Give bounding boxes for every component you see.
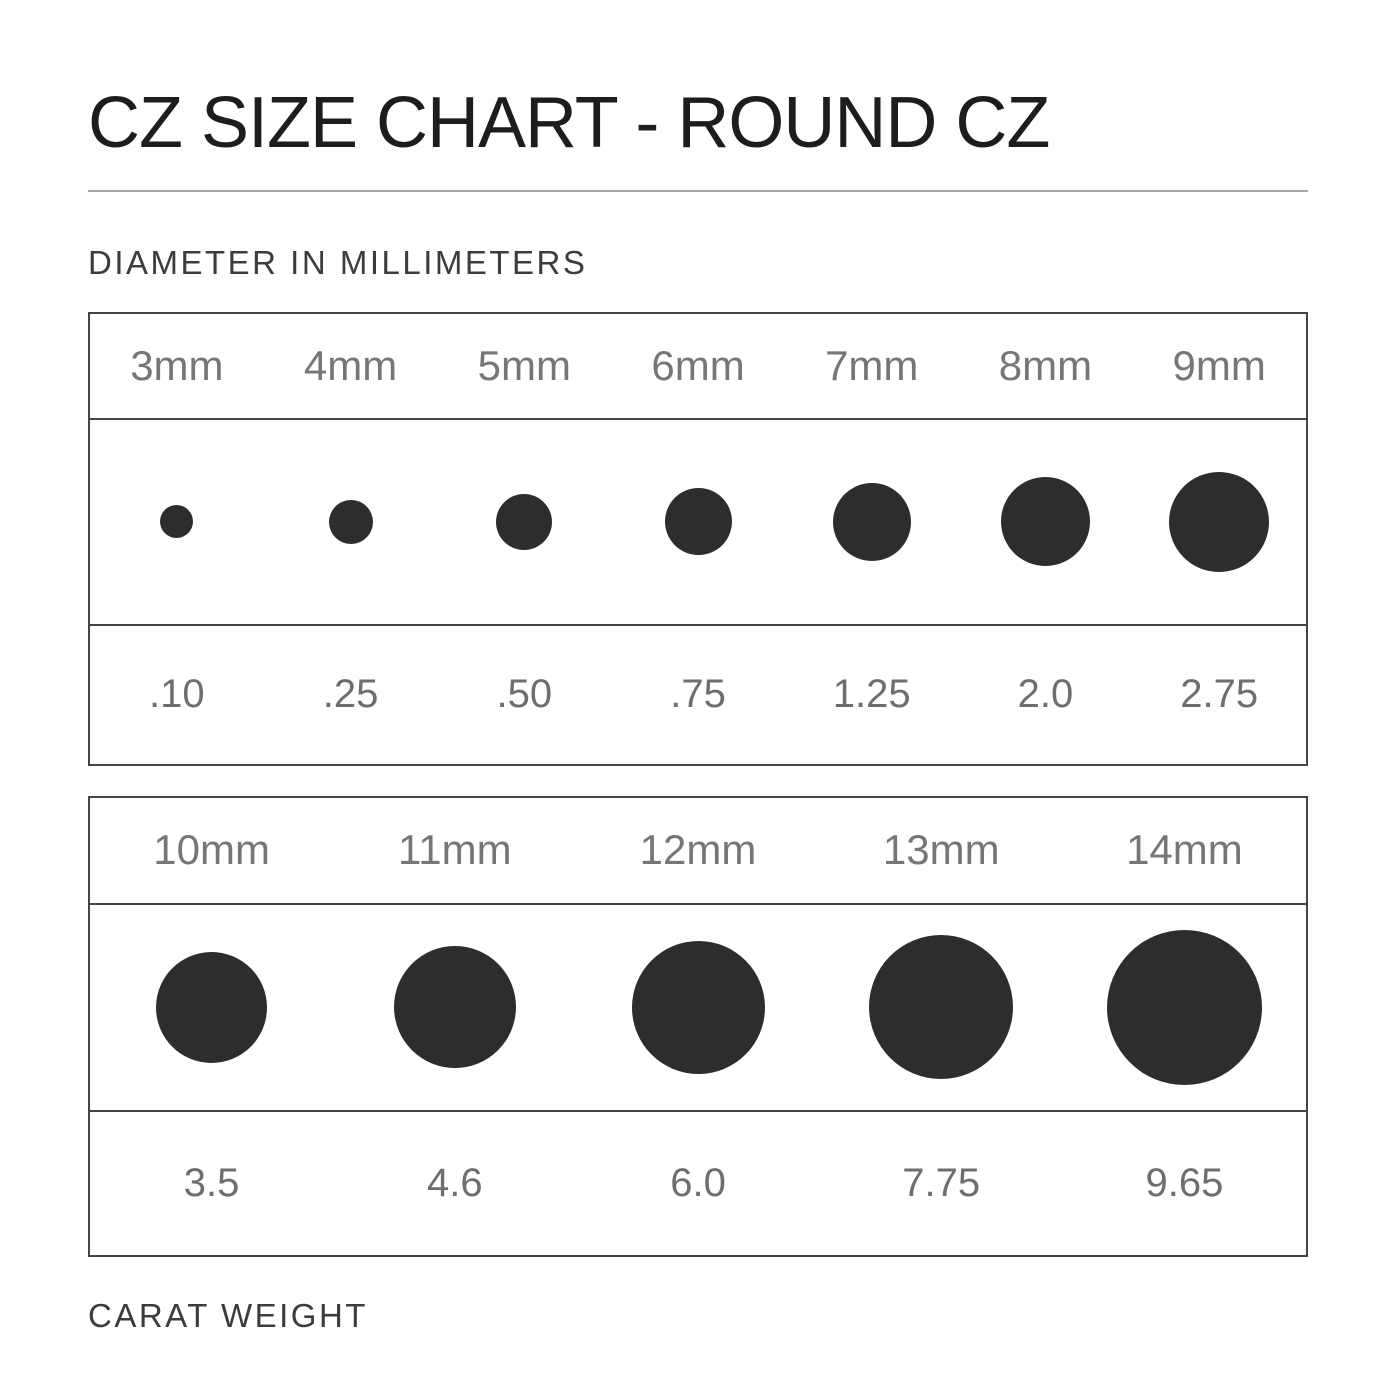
carat-value-4mm: .25 — [322, 672, 379, 717]
mm-label-11mm: 11mm — [398, 826, 512, 874]
cz-circle-5mm — [496, 494, 552, 550]
circle-cell — [1063, 905, 1306, 1110]
carat-cell — [611, 626, 785, 764]
mm-label-14mm: 14mm — [1126, 826, 1243, 874]
circle-cell — [959, 420, 1133, 624]
mm-label-7mm: 7mm — [825, 341, 919, 389]
mm-label-8mm: 8mm — [998, 341, 1093, 389]
cz-circle-9mm — [1169, 472, 1269, 572]
diameter-in-millimeters-label: DIAMETER IN MILLIMETERS — [88, 243, 588, 281]
size-table-3-9mm — [88, 312, 1308, 766]
circle-cell — [437, 420, 611, 624]
carat-value-5mm: .50 — [496, 672, 553, 717]
circle-cell — [264, 420, 438, 624]
carat-value-3mm: .10 — [149, 672, 205, 717]
carat-value-9mm: 2.75 — [1180, 672, 1259, 717]
circle-cell — [611, 420, 785, 624]
carat-cell — [264, 626, 438, 764]
cz-circle-11mm — [394, 946, 516, 1068]
carat-cell — [576, 1112, 819, 1255]
carat-cell — [959, 626, 1133, 764]
mm-label-6mm: 6mm — [651, 341, 745, 389]
cz-circle-13mm — [869, 935, 1013, 1079]
page-title: CZ SIZE CHART - ROUND CZ — [88, 83, 1050, 163]
carat-cell — [820, 1112, 1063, 1255]
cz-circle-10mm — [156, 952, 267, 1063]
carat-cell — [333, 1112, 576, 1255]
mm-label-cell — [264, 314, 438, 418]
mm-label-3mm: 3mm — [130, 341, 224, 389]
carat-cell — [437, 626, 611, 764]
carat-value-12mm: 6.0 — [670, 1160, 726, 1205]
cz-circle-8mm — [1001, 477, 1090, 566]
carat-cell — [90, 1112, 333, 1255]
mm-label-9mm: 9mm — [1172, 341, 1266, 389]
circle-cell — [820, 905, 1063, 1110]
carat-value-14mm: 9.65 — [1145, 1160, 1224, 1205]
circle-row — [90, 418, 1306, 624]
mm-label-4mm: 4mm — [303, 341, 398, 389]
mm-label-cell — [333, 798, 576, 903]
mm-label-cell — [959, 314, 1133, 418]
mm-header-row — [90, 798, 1306, 903]
cz-circle-3mm — [160, 505, 193, 538]
circle-row — [90, 903, 1306, 1110]
mm-label-cell — [611, 314, 785, 418]
circle-cell — [90, 905, 333, 1110]
carat-cell — [1063, 1112, 1306, 1255]
mm-label-5mm: 5mm — [477, 341, 571, 389]
mm-label-cell — [785, 314, 959, 418]
mm-label-cell — [1063, 798, 1306, 903]
circle-cell — [90, 420, 264, 624]
carat-value-7mm: 1.25 — [832, 672, 911, 717]
carat-weight-label: CARAT WEIGHT — [88, 1296, 368, 1334]
carat-value-13mm: 7.75 — [902, 1160, 981, 1205]
carat-cell — [785, 626, 959, 764]
cz-circle-14mm — [1107, 930, 1262, 1085]
mm-label-12mm: 12mm — [639, 826, 757, 874]
circle-cell — [576, 905, 819, 1110]
circle-cell — [1132, 420, 1306, 624]
mm-label-cell — [90, 798, 333, 903]
mm-label-cell — [576, 798, 819, 903]
cz-circle-12mm — [632, 941, 765, 1074]
carat-row — [90, 1110, 1306, 1255]
carat-value-8mm: 2.0 — [1017, 672, 1074, 717]
cz-circle-4mm — [329, 500, 373, 544]
mm-label-cell — [437, 314, 611, 418]
mm-label-10mm: 10mm — [153, 826, 270, 874]
carat-cell — [1132, 626, 1306, 764]
cz-circle-6mm — [665, 488, 732, 555]
mm-label-cell — [90, 314, 264, 418]
mm-label-cell — [1132, 314, 1306, 418]
mm-label-cell — [820, 798, 1063, 903]
carat-value-10mm: 3.5 — [183, 1160, 240, 1205]
carat-value-11mm: 4.6 — [427, 1160, 483, 1205]
mm-label-13mm: 13mm — [882, 826, 1000, 874]
title-divider — [88, 190, 1308, 192]
carat-row — [90, 624, 1306, 764]
cz-circle-7mm — [833, 483, 911, 561]
carat-value-6mm: .75 — [670, 672, 726, 717]
carat-cell — [90, 626, 264, 764]
mm-header-row — [90, 314, 1306, 418]
circle-cell — [333, 905, 576, 1110]
circle-cell — [785, 420, 959, 624]
size-table-10-14mm — [88, 796, 1308, 1257]
